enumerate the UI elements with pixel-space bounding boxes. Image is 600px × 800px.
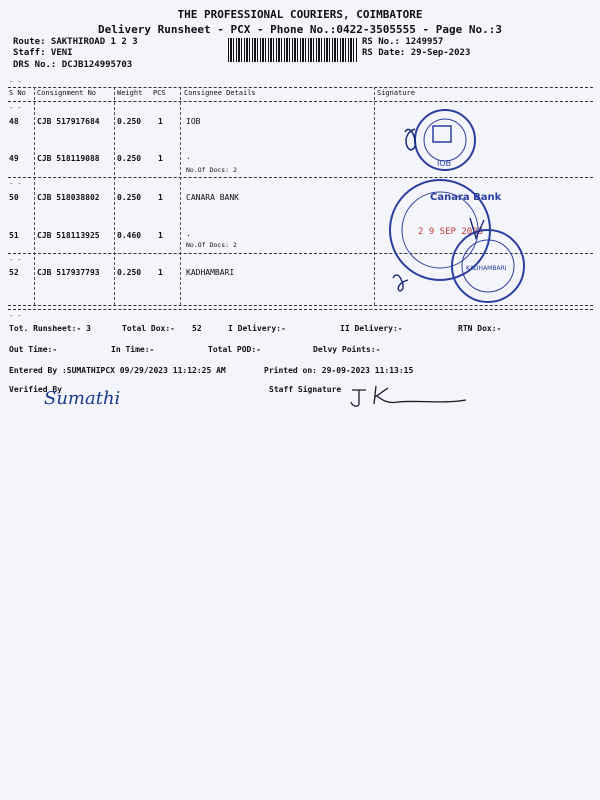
drs-number: DRS No.: DCJB124995703 — [13, 60, 133, 70]
col-divider — [114, 87, 115, 305]
verified-by-label: Verified By — [9, 385, 62, 394]
delvy-points: Delvy Points:- — [313, 345, 381, 354]
col-header-consignment: Consignment No — [37, 89, 97, 97]
row-pcs: 1 — [158, 193, 163, 202]
dash-marker: - - — [9, 78, 22, 86]
row-weight: 0.250 — [117, 154, 142, 163]
row-sno: 50 — [9, 193, 19, 202]
entered-by: Entered By :SUMATHIPCX 09/29/2023 11:12:25 AM — [9, 366, 226, 375]
row-weight: 0.460 — [117, 231, 142, 240]
col-header-signature: Signature — [377, 89, 415, 97]
header-bottom-rule — [8, 101, 593, 102]
col-header-consignee: Consignee Details — [184, 89, 256, 97]
canara-bank-stamp — [388, 178, 538, 310]
row-weight: 0.250 — [117, 117, 142, 126]
row-consignment: CJB 517937793 — [37, 268, 100, 277]
row-docs-count: No.Of Docs: 2 — [186, 241, 237, 249]
row-consignee: IOB — [186, 117, 201, 126]
row-consignee: . — [186, 152, 191, 161]
col-header-weight: Weight — [117, 89, 143, 97]
runsheet-subtitle: Delivery Runsheet - PCX - Phone No.:0422-3505555 - Page No.:3 — [98, 23, 502, 36]
row-consignee: CANARA BANK — [186, 193, 239, 202]
total-dox-value: 52 — [192, 324, 202, 333]
dash-marker: - - — [9, 180, 22, 188]
total-dox-label: Total Dox:- — [122, 324, 175, 333]
row-weight: 0.250 — [117, 268, 142, 277]
staff-signature-label: Staff Signature — [269, 385, 342, 394]
row-pcs: 1 — [158, 154, 163, 163]
row-sno: 52 — [9, 268, 19, 277]
row-sno: 51 — [9, 231, 19, 240]
verified-signature: Sumathi — [44, 388, 121, 409]
dash-marker: - - — [9, 256, 22, 264]
staff-label: Staff: VENI — [13, 48, 73, 58]
staff-signature-scribble — [348, 384, 473, 410]
row-sno: 48 — [9, 117, 19, 126]
in-time: In Time:- — [111, 345, 155, 354]
row-pcs: 1 — [158, 231, 163, 240]
dash-marker: - - — [9, 104, 22, 112]
row-consignment: CJB 518119088 — [37, 154, 100, 163]
col-divider — [180, 87, 181, 305]
row-weight: 0.250 — [117, 193, 142, 202]
iob-stamp — [385, 104, 495, 176]
row-consignee: KADHAMBARI — [186, 268, 235, 277]
barcode — [228, 38, 358, 62]
col-header-pcs: PCS — [153, 89, 166, 97]
iob-stamp-text: IOB — [437, 159, 452, 168]
col-divider — [34, 87, 35, 305]
rs-date: RS Date: 29-Sep-2023 — [362, 48, 471, 58]
kadhambari-stamp-text: KADHAMBARI — [466, 265, 507, 272]
rs-number: RS No.: 1249957 — [362, 37, 444, 47]
row-consignee: . — [186, 229, 191, 238]
row-consignment: CJB 518038802 — [37, 193, 100, 202]
canara-stamp-date: 2 9 SEP 2023 — [418, 227, 484, 237]
row-pcs: 1 — [158, 268, 163, 277]
canara-stamp-name: Canara Bank — [430, 192, 502, 203]
ii-delivery: II Delivery:- — [340, 324, 403, 333]
row-consignment: CJB 518113925 — [37, 231, 100, 240]
row-consignment: CJB 517917684 — [37, 117, 100, 126]
i-delivery: I Delivery:- — [228, 324, 286, 333]
col-header-sno: S No — [9, 89, 26, 97]
col-divider — [374, 87, 375, 305]
route-label: Route: SAKTHIROAD 1 2 3 — [13, 37, 138, 47]
row-docs-count: No.Of Docs: 2 — [186, 166, 237, 174]
out-time: Out Time:- — [9, 345, 58, 354]
printed-on: Printed on: 29-09-2023 11:13:15 — [264, 366, 414, 375]
row-pcs: 1 — [158, 117, 163, 126]
row-sno: 49 — [9, 154, 19, 163]
company-title: THE PROFESSIONAL COURIERS, COIMBATORE — [177, 8, 423, 21]
total-runsheet: Tot. Runsheet:- 3 — [9, 324, 91, 333]
table-top-rule — [8, 87, 593, 88]
rtn-dox: RTN Dox:- — [458, 324, 502, 333]
total-pod: Total POD:- — [208, 345, 261, 354]
dash-marker: - - — [9, 312, 22, 320]
